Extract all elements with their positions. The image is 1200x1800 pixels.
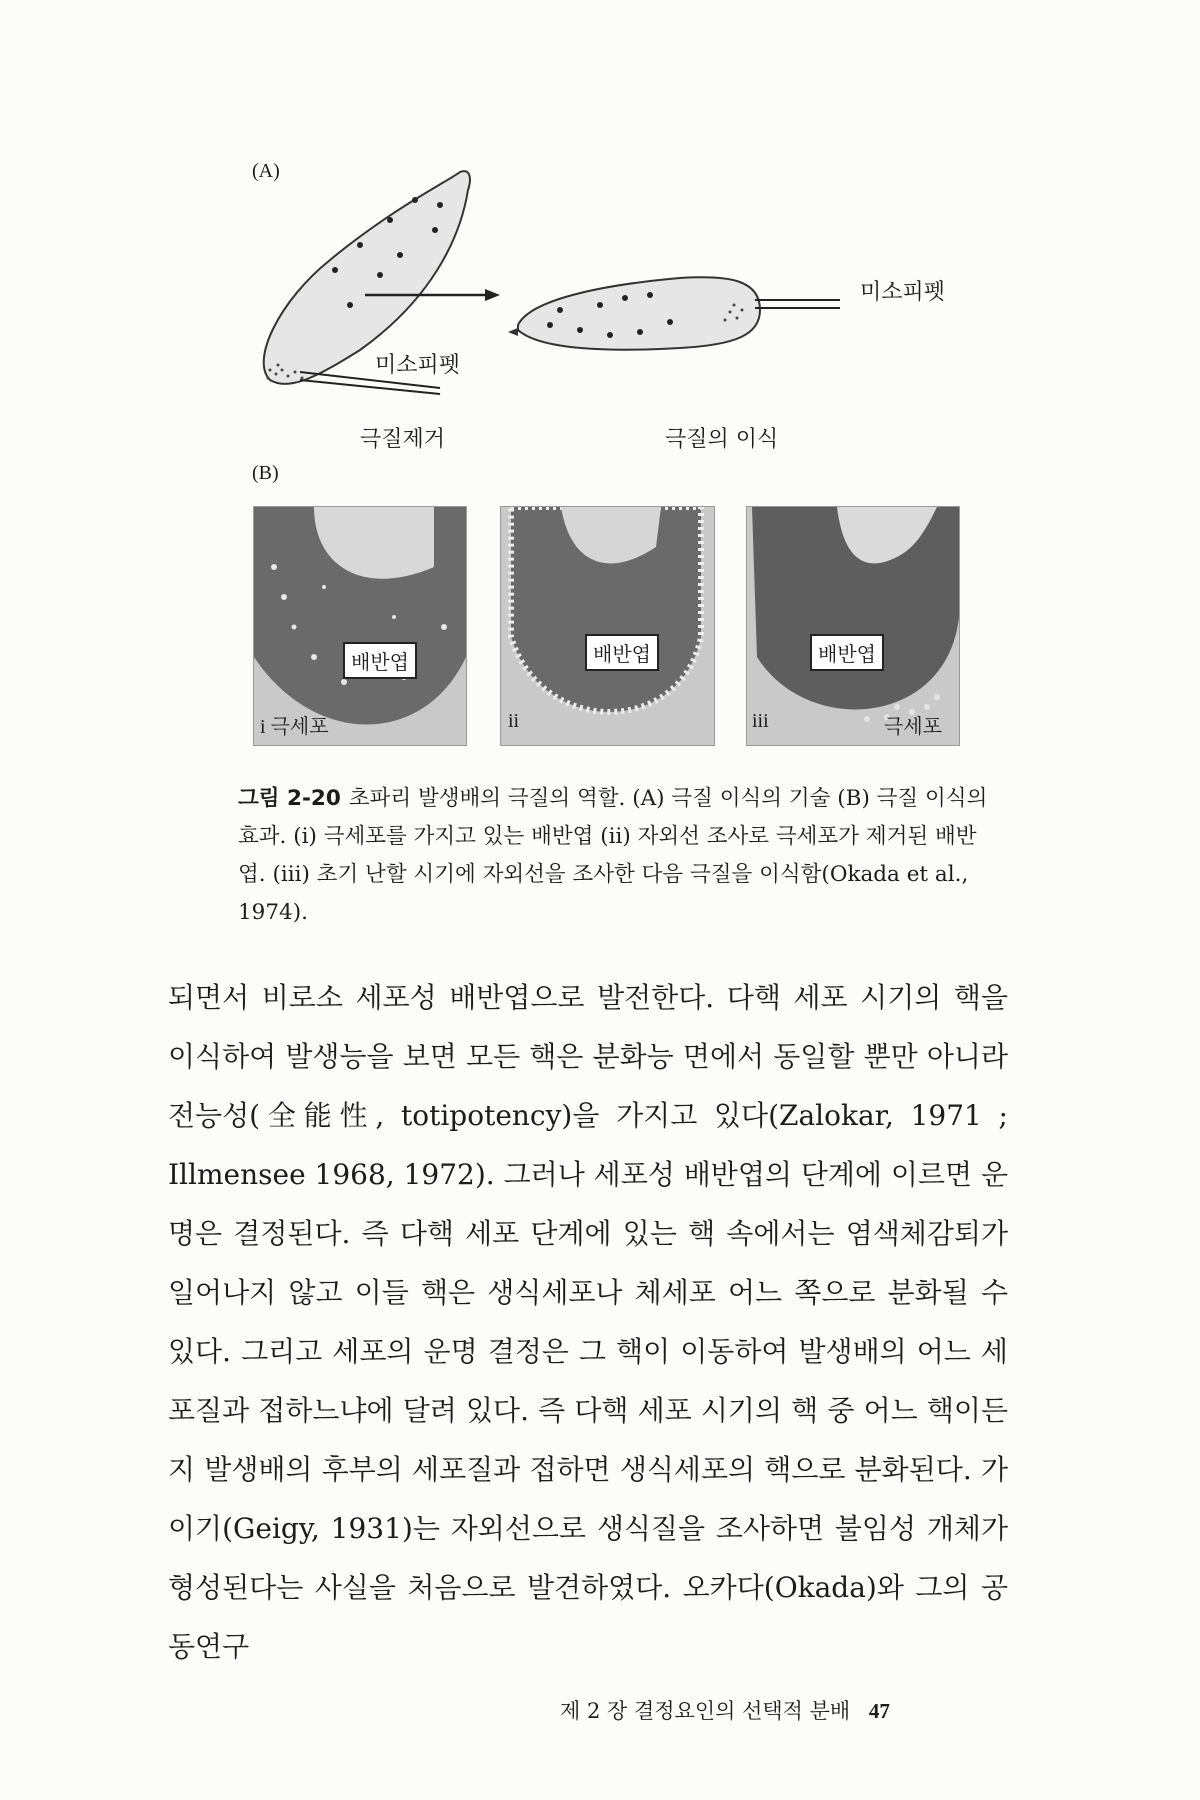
pole-plasm-removal-label: 극질제거	[360, 427, 446, 452]
panel-i-label	[260, 710, 329, 739]
figure-a-label: (A)	[252, 160, 280, 182]
pole-cell-label-iii: 극세포	[884, 716, 942, 738]
micropipette-label-left: 미소피펫	[375, 353, 461, 378]
micrograph-panel-ii	[500, 506, 715, 746]
page-number: 47	[868, 1699, 890, 1723]
figure-caption	[238, 780, 998, 932]
micropipette-right-shape	[755, 300, 840, 308]
panel-ii-label: ii	[508, 710, 520, 732]
blastoderm-tag-i: 배반엽	[343, 642, 417, 679]
chapter-title: 결정요인의 선택적 분배	[633, 1699, 851, 1723]
pole-cell-label-i: 극세포	[270, 716, 329, 738]
blastoderm-tag-ii: 배반엽	[585, 634, 659, 671]
embryo-right	[508, 277, 760, 349]
micropipette-label-right: 미소피펫	[860, 280, 946, 305]
figure-caption-text: 초파리 발생배의 극질의 역할. (A) 극질 이식의 기술 (B) 극질 이식의 효과. (i) 극세포를 가지고 있는 배반엽 (ii) 자외선 조사로 극세포가 제거된 배반엽. (iii) 초기 난할 시기에 자외선을 조사한 다음 극질을 이식함(Okada et al., 1974).	[238, 786, 988, 925]
figure-number: 그림 2-20	[238, 786, 341, 811]
body-text	[168, 968, 1008, 1676]
chapter-label: 제 2 장	[560, 1699, 628, 1723]
panel-i-roman: i	[260, 716, 266, 738]
panel-iii-label: iii	[752, 710, 769, 732]
page-footer	[560, 1695, 890, 1725]
blastoderm-tag-iii: 배반엽	[810, 634, 884, 671]
pole-plasm-transplant-label: 극질의 이식	[665, 427, 779, 452]
figure-b-label: (B)	[252, 462, 279, 484]
body-paragraph: 되면서 비로소 세포성 배반엽으로 발전한다. 다핵 세포 시기의 핵을 이식하여 발생능을 보면 모든 핵은 분화능 면에서 동일할 뿐만 아니라 전능성(全能性, totipotency)을 가지고 있다(Zalokar, 1971 ; Illmensee 1968, 1972). 그러나 세포성 배반엽의 단계에 이르면 운명은 결정된다. 즉 다핵 세포 단계에 있는 핵 속에서는 염색체감퇴가 일어나지 않고 이들 핵은 생식세포나 체세포 어느 쪽으로 분화될 수 있다. 그리고 세포의 운명 결정은 그 핵이 이동하여 발생배의 어느 세포질과 접하느냐에 달려 있다. 즉 다핵 세포 시기의 핵 중 어느 핵이든지 발생배의 후부의 세포질과 접하면 생식세포의 핵으로 분화된다. 가이기(Geigy, 1931)는 자외선으로 생식질을 조사하면 불임성 개체가 형성된다는 사실을 처음으로 발견하였다. 오카다(Okada)와 그의 공동연구	[168, 981, 1008, 1663]
